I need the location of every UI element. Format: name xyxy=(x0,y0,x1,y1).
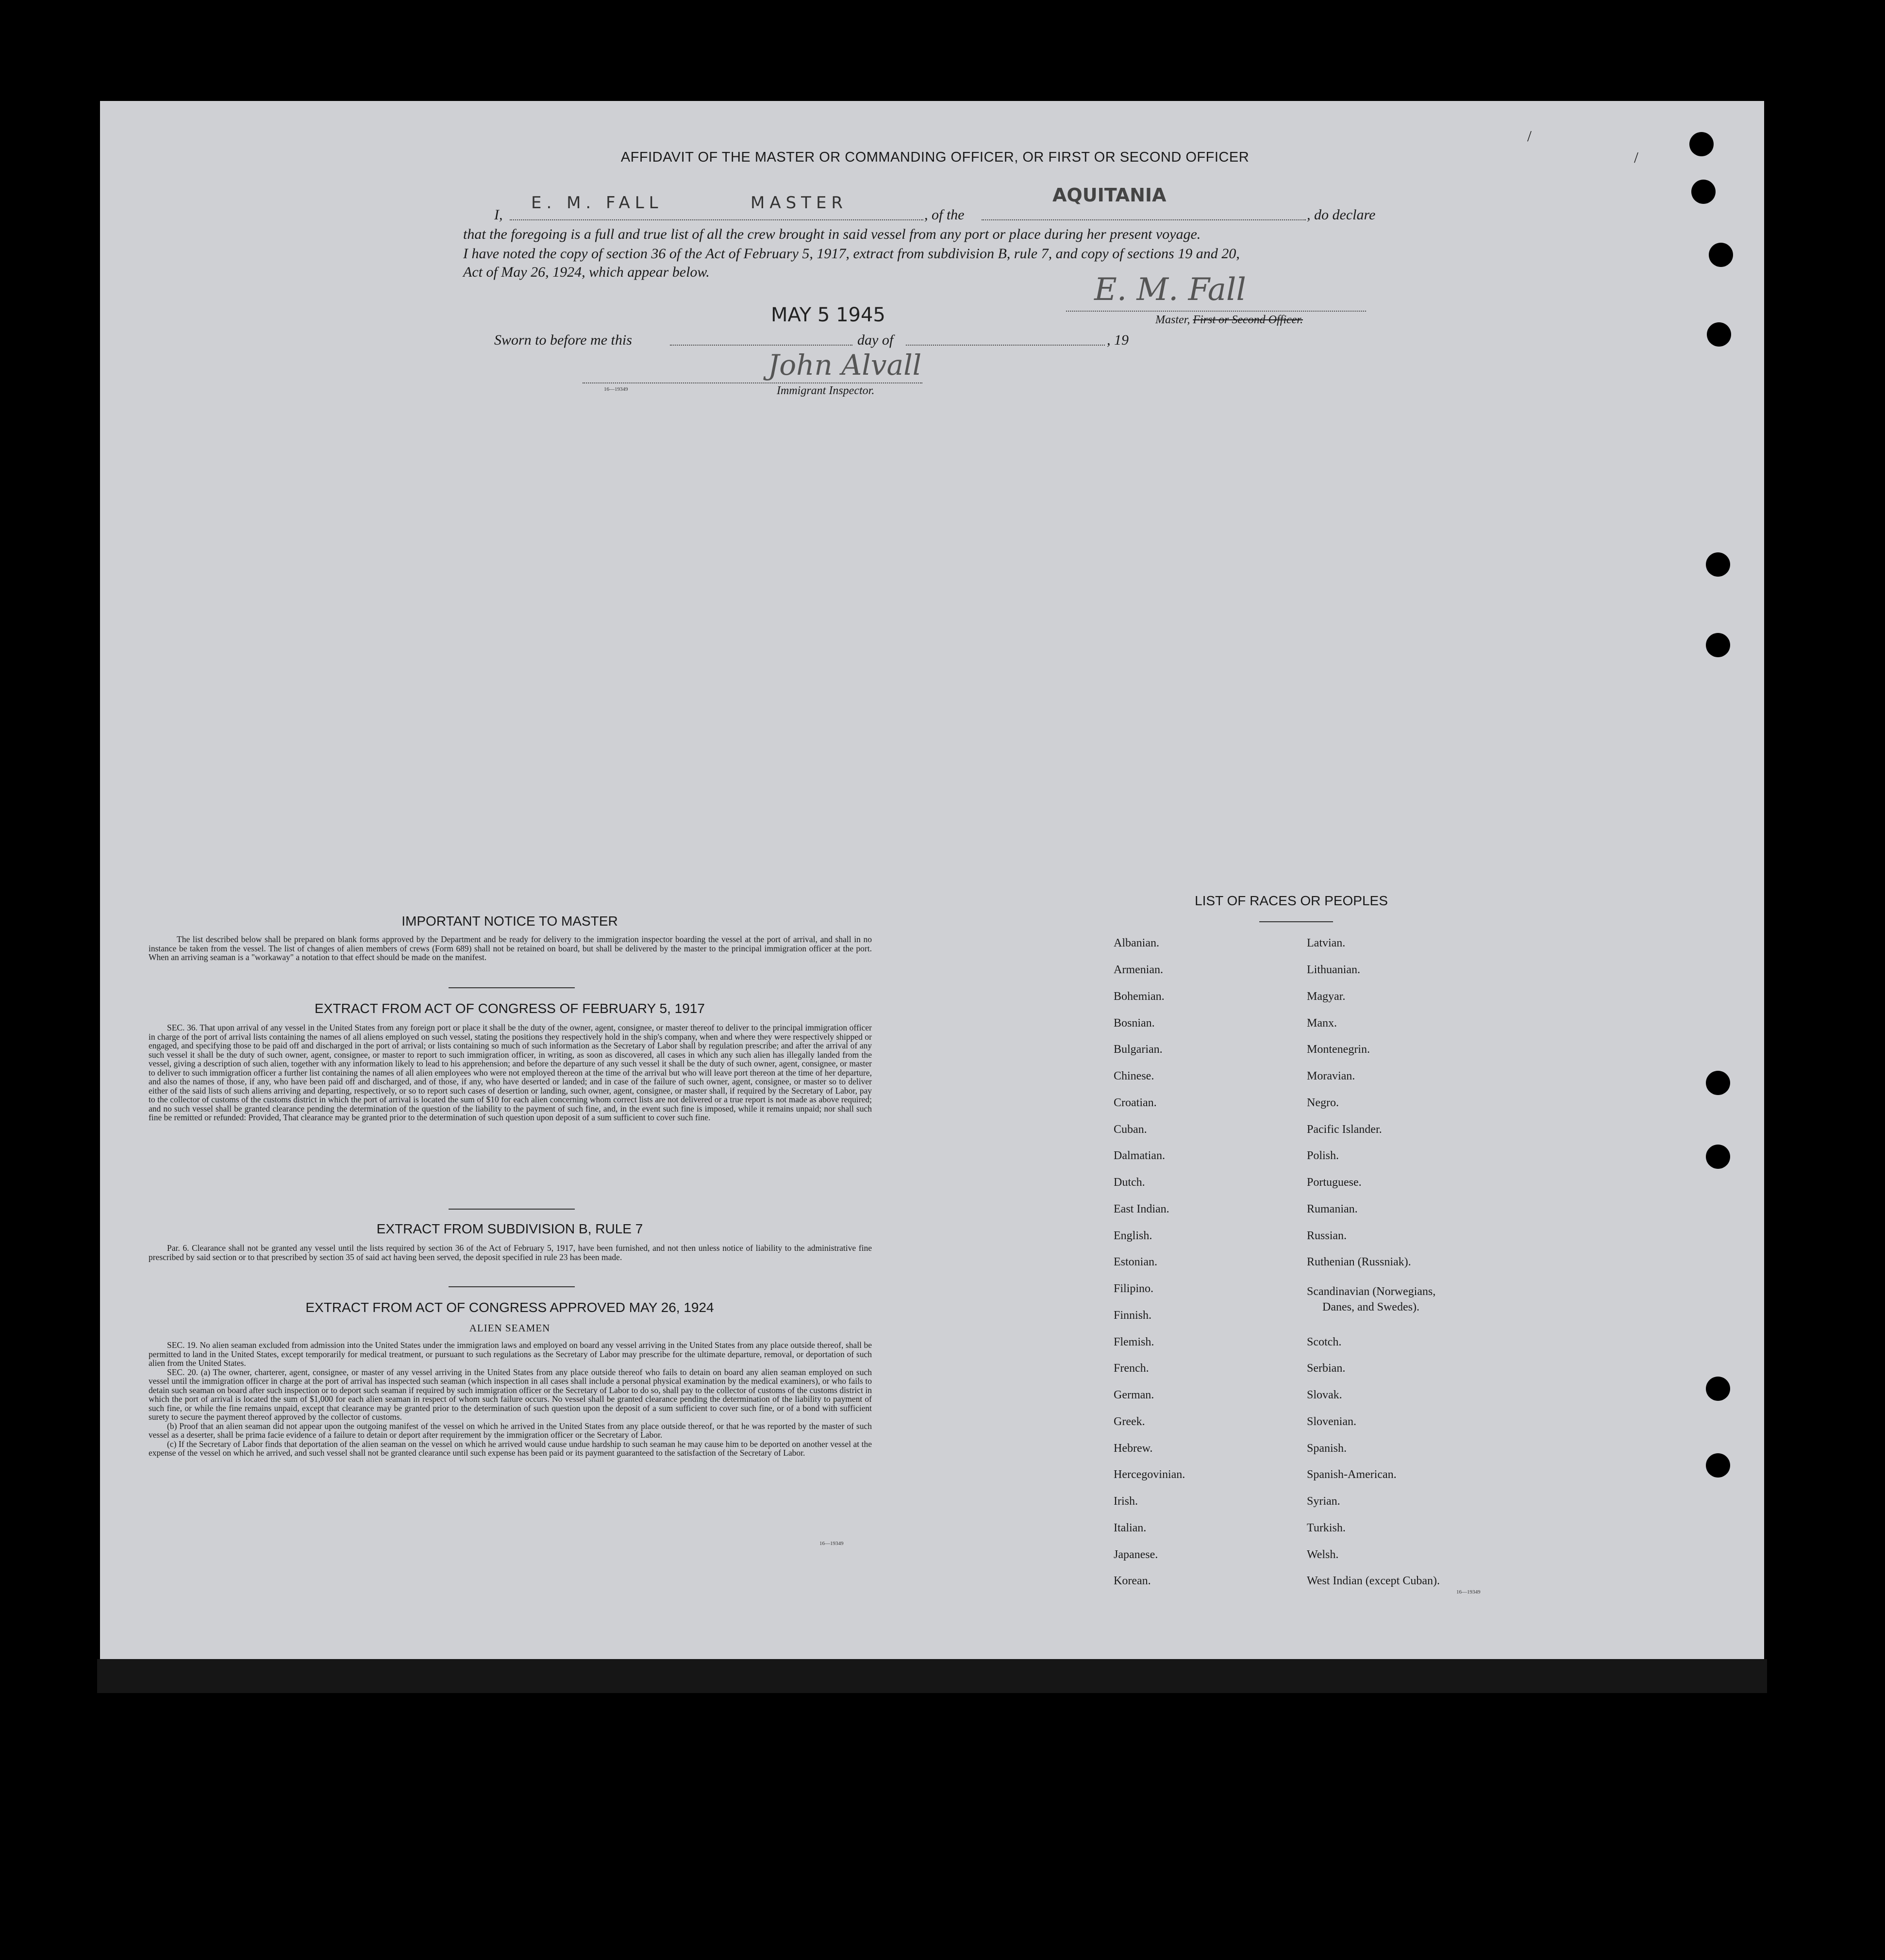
race-item: Estonian. xyxy=(1114,1256,1157,1268)
race-item: Danes, and Swedes). xyxy=(1322,1301,1419,1313)
punch-hole xyxy=(1706,552,1730,577)
race-item: Greek. xyxy=(1114,1415,1145,1428)
race-item: English. xyxy=(1114,1229,1152,1242)
inspector-signature: John Alvall xyxy=(768,349,922,382)
form-number: 16—19349 xyxy=(604,386,628,392)
race-item: Negro. xyxy=(1307,1096,1339,1109)
master-label-text: Master, xyxy=(1155,314,1190,326)
race-item: Slovak. xyxy=(1307,1389,1342,1401)
race-item: Filipino. xyxy=(1114,1282,1154,1295)
divider xyxy=(1259,921,1333,922)
margin-mark: / xyxy=(1634,149,1638,166)
vessel-name-stamp: AQUITANIA xyxy=(1052,184,1167,206)
day-of-label: day of xyxy=(857,332,894,348)
punch-hole xyxy=(1706,1145,1730,1169)
race-item: Dutch. xyxy=(1114,1176,1145,1189)
sworn-day-line xyxy=(670,345,852,346)
punch-hole xyxy=(1707,322,1731,347)
extract-1917-title: EXTRACT FROM ACT OF CONGRESS OF FEBRUARY 5, 1917 xyxy=(315,1001,705,1016)
affidavit-line-4: Act of May 26, 1924, which appear below. xyxy=(463,264,710,280)
affidavit-title: AFFIDAVIT OF THE MASTER OR COMMANDING OFFICER, OR FIRST OR SECOND OFFICER xyxy=(620,149,1250,165)
section-20b-text: (b) Proof that an alien seaman did not appear upon the outgoing manifest of the vessel on which he arrived in the United States from any place outside thereof, or that he was reported by the master of such vessel as a deserter, shall be prima facie evidence of a failure to detain or deport after requirement by the immigration officer or the Secretary of Labor. xyxy=(149,1421,872,1440)
alien-seamen-subtitle: ALIEN SEAMEN xyxy=(469,1322,550,1334)
race-item: Syrian. xyxy=(1307,1495,1340,1508)
race-item: Bosnian. xyxy=(1114,1017,1155,1030)
race-item: Serbian. xyxy=(1307,1362,1346,1375)
inspector-label: Immigrant Inspector. xyxy=(777,384,875,397)
race-item: Polish. xyxy=(1307,1149,1339,1162)
race-item: Pacific Islander. xyxy=(1307,1123,1382,1136)
inspector-signature-line xyxy=(583,382,922,383)
vessel-line xyxy=(982,219,1306,220)
race-item: Hercegovinian. xyxy=(1114,1468,1185,1481)
do-declare-label: , do declare xyxy=(1307,207,1376,223)
race-item: Cuban. xyxy=(1114,1123,1147,1136)
punch-hole xyxy=(1706,1453,1730,1478)
sworn-month-line xyxy=(906,345,1105,346)
notice-text: The list described below shall be prepared on blank forms approved by the Department and be ready for delivery to the immigration inspector boarding the vessel at the port of arrival, and shall in no instance be taken from the vessel. The list of changes of alien members of crews (Form 689) shall not be retained on board, but shall be delivered by the master to the principal immigration officer at the port. When an arriving seaman is a "workaway" a notation to that effect should be made on the manifest. xyxy=(149,934,872,962)
extract-1924-title: EXTRACT FROM ACT OF CONGRESS APPROVED MAY 26, 1924 xyxy=(305,1300,714,1315)
race-item: Russian. xyxy=(1307,1229,1347,1242)
races-title: LIST OF RACES OR PEOPLES xyxy=(1195,893,1388,908)
race-item: Spanish-American. xyxy=(1307,1468,1397,1481)
race-item: Finnish. xyxy=(1114,1309,1152,1322)
handwritten-rank: MASTER xyxy=(751,193,848,213)
extract-1917-text: SEC. 36. That upon arrival of any vessel in the United States from any foreign port or place it shall be the duty of the owner, agent, consignee, or master thereof to deliver to the principal immigration officer in charge of the port of arrival lists containing the names of all aliens employed on such vessel, stating the positions they respectively hold in the ship's company, when and where they were respectively shipped or engaged, and specifying those to be paid off and discharged in the port of arrival; or lists containing so much of such information as the Secretary of Labor shall by regulation prescribe; and after the arrival of any such vessel it shall be the duty of such owner, agent, consignee, or master to report to such immigration officer, in writing, as soon as discovered, all cases in which any such alien has illegally landed from the vessel, giving a description of such alien, together with any information likely to lead to his apprehension; and before the departure of any such vessel it shall be the duty of such owner, agent, consignee, or master to deliver to such immigration officer a further list containing the names of all alien employees who were not employed thereon at the time of the arrival but who will leave port thereon at the time of her departure, and also the names of those, if any, who have been paid off and discharged, and of those, if any, who have deserted or landed; and in case of the failure of such owner, agent, consignee, or master so to deliver either of the said lists of such aliens arriving and departing, respectively, or so to report such cases of desertion or landing, such owner, agent, consignee, or master shall, if required by the Secretary of Labor, pay to the collector of customs of the customs district in which the port of arrival is located the sum of $10 for each alien concerning whom correct lists are not delivered or a true report is not made as above required; and no such vessel shall be granted clearance pending the determination of the question of the liability to the payment of such fine, and, in the event such fine is imposed, while it remains unpaid; nor shall such fine be remitted or refunded: Provided, That clearance may be granted prior to the determination of such question upon deposit of a sum sufficient to cover such fine. xyxy=(149,1023,872,1122)
race-item: Spanish. xyxy=(1307,1442,1347,1455)
of-the-label: , of the xyxy=(924,207,965,223)
race-item: Moravian. xyxy=(1307,1070,1355,1082)
rule-7-text: Par. 6. Clearance shall not be granted any vessel until the lists required by section 36 of the Act of February 5, 1917, have been furnished, and not then unless notice of liability to the administrative fine prescribed by said section or to that prescribed by section 35 of said act having been served, the deposit specified in rule 23 has been made. xyxy=(149,1243,872,1262)
affidavit-line-2: that the foregoing is a full and true list of all the crew brought in said vessel from any port or place during her present voyage. xyxy=(463,226,1201,242)
i-label: I, xyxy=(494,207,503,223)
race-item: Scandinavian (Norwegians, xyxy=(1307,1285,1436,1298)
race-item: French. xyxy=(1114,1362,1149,1375)
punch-hole xyxy=(1709,243,1733,267)
race-item: Latvian. xyxy=(1307,937,1346,949)
handwritten-name: E. M. FALL xyxy=(531,193,663,213)
race-item: Portuguese. xyxy=(1307,1176,1362,1189)
race-item: Turkish. xyxy=(1307,1522,1346,1534)
race-item: Bulgarian. xyxy=(1114,1043,1163,1056)
sworn-label: Sworn to before me this xyxy=(494,332,632,348)
form-number: 16—19349 xyxy=(1456,1589,1481,1595)
race-item: East Indian. xyxy=(1114,1203,1169,1215)
race-item: Scotch. xyxy=(1307,1336,1342,1348)
race-item: Bohemian. xyxy=(1114,990,1165,1003)
race-item: Italian. xyxy=(1114,1522,1147,1534)
race-item: Montenegrin. xyxy=(1307,1043,1370,1056)
race-item: Hebrew. xyxy=(1114,1442,1153,1455)
race-item: Magyar. xyxy=(1307,990,1346,1003)
section-20c-text: (c) If the Secretary of Labor finds that deportation of the alien seaman on the vessel on which he arrived would cause undue hardship to such seaman he may cause him to be deported on another vessel at the expense of the vessel on which he arrived, and such vessel shall not be granted clearance until such expense has been paid or its payment guaranteed to the satisfaction of the Secretary of Labor. xyxy=(149,1439,872,1458)
page-bottom-shadow xyxy=(97,1659,1767,1693)
race-item: Slovenian. xyxy=(1307,1415,1356,1428)
divider xyxy=(449,1286,575,1287)
race-item: Manx. xyxy=(1307,1017,1337,1030)
section-20a-text: SEC. 20. (a) The owner, charterer, agent, consignee, or master of any vessel arriving in the United States from any place outside thereof who fails to detain on board any alien seaman employed on such vessel until the immigration officer in charge at the port of arrival has inspected such seaman (which inspection in all cases shall include a personal physical examination by the medical examiners), or who fails to detain such seaman on board after such inspection or to deport such seaman if required by such immigration officer or the Secretary of Labor to do so, shall pay to the collector of customs of the customs district in which the port of arrival is located the sum of $1,000 for each alien seaman in respect of whom such failure occurs. No vessel shall be granted clearance pending the determination of the liability to payment of such fine, or while the fine remains unpaid, except that clearance may be granted prior to the determination of such question upon the deposit of a sum sufficient to cover such fine, or of a bond with sufficient surety to secure the payment thereof approved by the collector of customs. xyxy=(149,1367,872,1422)
form-number: 16—19349 xyxy=(819,1541,844,1546)
rule-7-title: EXTRACT FROM SUBDIVISION B, RULE 7 xyxy=(376,1221,643,1236)
race-item: Flemish. xyxy=(1114,1336,1154,1348)
master-signature: E. M. Fall xyxy=(1094,272,1246,308)
race-item: West Indian (except Cuban). xyxy=(1307,1575,1440,1587)
race-item: Ruthenian (Russniak). xyxy=(1307,1256,1411,1268)
race-item: Rumanian. xyxy=(1307,1203,1358,1215)
extract-1924-body xyxy=(149,1341,872,1458)
struck-officer-text: First or Second Officer. xyxy=(1193,314,1303,326)
notice-title: IMPORTANT NOTICE TO MASTER xyxy=(401,914,618,929)
race-item: Croatian. xyxy=(1114,1096,1157,1109)
punch-hole xyxy=(1691,180,1716,204)
master-label xyxy=(1155,314,1303,327)
date-stamp: MAY 5 1945 xyxy=(771,304,885,326)
race-item: Japanese. xyxy=(1114,1548,1158,1561)
race-item: Welsh. xyxy=(1307,1548,1339,1561)
race-item: German. xyxy=(1114,1389,1154,1401)
divider xyxy=(449,1209,575,1210)
race-item: Lithuanian. xyxy=(1307,963,1360,976)
section-19-text: SEC. 19. No alien seaman excluded from admission into the United States under the immigration laws and employed on board any vessel arriving in the United States from any place outside thereof, shall be permitted to land in the United States, except temporarily for medical treatment, or pursuant to such regulations as the Secretary of Labor may prescribe for the ultimate departure, removal, or deportation of such alien from the United States. xyxy=(149,1340,872,1368)
margin-mark: / xyxy=(1527,127,1532,145)
race-item: Albanian. xyxy=(1114,937,1159,949)
race-item: Irish. xyxy=(1114,1495,1138,1508)
punch-hole xyxy=(1689,132,1714,156)
punch-hole xyxy=(1706,633,1730,657)
punch-hole xyxy=(1706,1071,1730,1095)
master-signature-line xyxy=(1066,311,1366,312)
affidavit-line-3: I have noted the copy of section 36 of the Act of February 5, 1917, extract from subdivision B, rule 7, and copy of sections 19 and 20, xyxy=(463,246,1240,262)
divider xyxy=(449,987,575,988)
race-item: Dalmatian. xyxy=(1114,1149,1165,1162)
race-item: Armenian. xyxy=(1114,963,1163,976)
name-line xyxy=(510,219,923,220)
race-item: Chinese. xyxy=(1114,1070,1154,1082)
punch-hole xyxy=(1706,1377,1730,1401)
race-item: Korean. xyxy=(1114,1575,1151,1587)
year-label: , 19 xyxy=(1107,332,1129,348)
